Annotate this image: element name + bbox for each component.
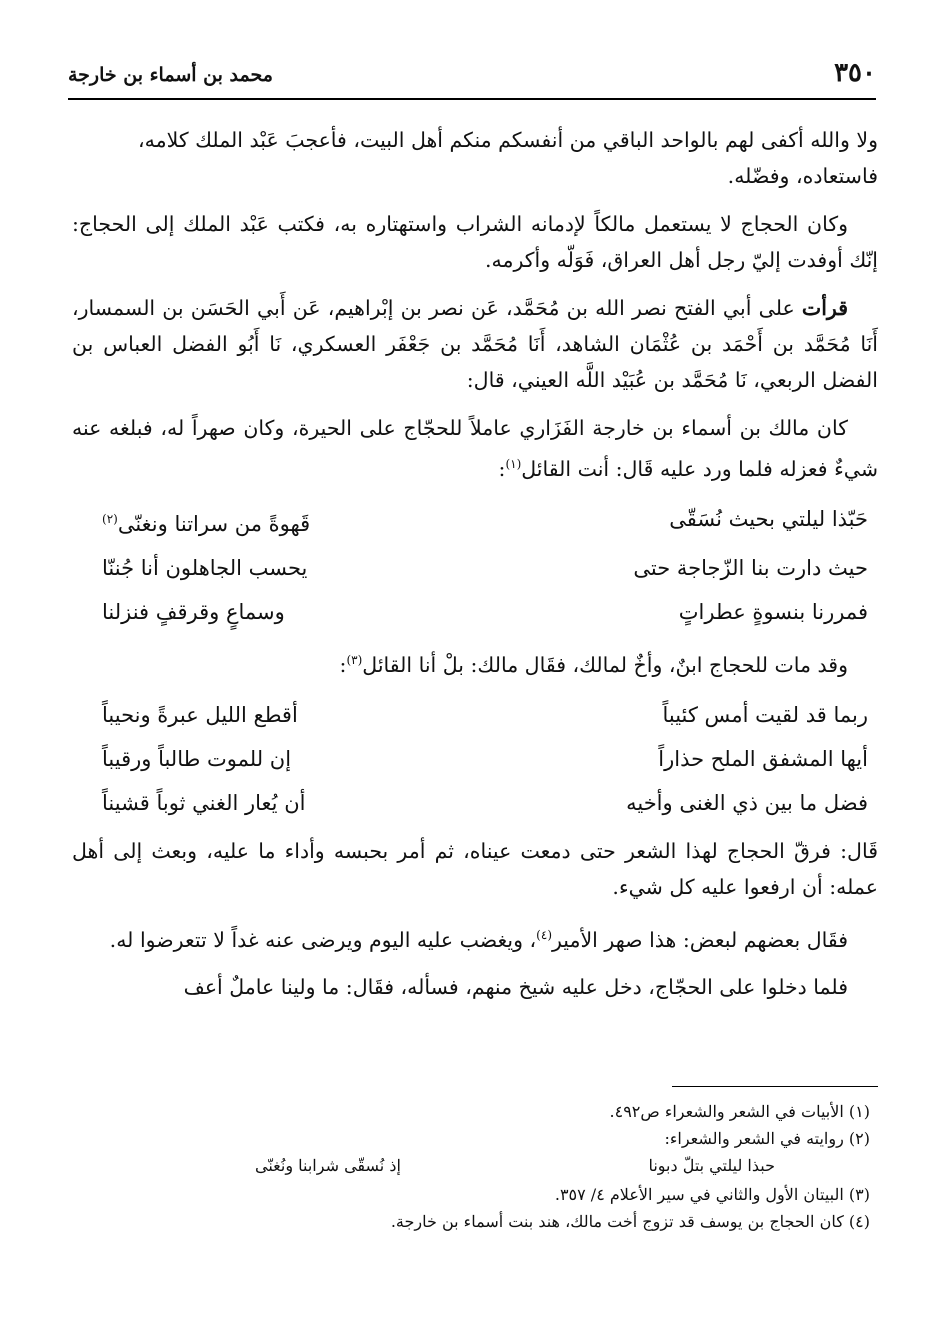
paragraph-4-end: : — [498, 456, 506, 481]
paragraph-3-text: على أبي الفتح نصر الله بن مُحَمَّد، عَن نصر بن إبْراهيم، عَن أَبي الحَسَن بن السمسار، أَنَا مُحَمَّد بن أَحْمَد بن عُثْمَان الشاهد، أَنَا مُحَمَّد بن جَعْفَر العسكري، نَا أَبُو الفضل العباس بن الفضل الربعي، نَا مُحَمَّد بن عُبَيْد اللَّه العيني، قال: — [72, 296, 878, 392]
footnote-verse-first: حبذا ليلتي بتلّ دبونا — [648, 1156, 775, 1175]
paragraph-7 — [72, 917, 878, 958]
verse-first-hemistich: أيها المشفق الملح حذاراً — [658, 746, 868, 771]
footnote-ref-2: (٢) — [102, 511, 118, 526]
poem-1-verse-1 — [72, 499, 878, 544]
paragraph-1 — [72, 122, 878, 194]
footnote-verse-second: إذ نُسقّى شرابنا ونُغنّى — [255, 1156, 401, 1175]
verse-first-hemistich: حيث دارت بنا الزّجاجة حتى — [633, 555, 868, 580]
footnote-2-verse — [255, 1152, 775, 1179]
poem-2-verse-1 — [72, 695, 878, 735]
paragraph-7-text-a: فقَال بعضهم لبعض: هذا صهر الأمير — [552, 927, 848, 952]
footnotes — [80, 1098, 870, 1235]
paragraph-6: قَال: فرقّ الحجاج لهذا الشعر حتى دمعت عيناه، ثم أمر بحبسه وأداء ما عليه، وبعث إلى أهل عمله: أن ارفعوا عليه كل شيء. — [72, 838, 878, 899]
verse-second-hemistich: يحسب الجاهلون أنا جُننّا — [102, 555, 308, 580]
footnote-1: (١) الأبيات في الشعر والشعراء ص٤٩٢. — [609, 1102, 870, 1121]
footnote-ref-4: (٤) — [536, 927, 552, 942]
running-title: محمد بن أسماء بن خارجة — [68, 64, 273, 86]
footnote-ref-3: (٣) — [346, 652, 363, 667]
poem-2 — [72, 695, 878, 823]
footnote-ref-1: (١) — [505, 457, 522, 471]
verse-second-hemistich: أقطع الليل عبرةً ونحيباً — [102, 702, 298, 727]
page-header — [68, 58, 876, 100]
main-text — [72, 122, 878, 1017]
verse-second-hemistich: إن للموت طالباً ورقيباً — [102, 746, 292, 771]
verse-first-hemistich: ربما قد لقيت أمس كئيباً — [662, 702, 868, 727]
paragraph-8: فلما دخلوا على الحجّاج، دخل عليه شيخ منهم، فسأله، فقَال: ما ولينا عاملٌ أعف — [183, 975, 848, 1000]
verse-first-hemistich: فمررنا بنسوةٍ عطراتٍ — [678, 599, 868, 624]
paragraph-5-end: : — [339, 652, 347, 677]
paragraph-4 — [72, 410, 878, 487]
page-number: ٣٥٠ — [834, 58, 876, 88]
footnote-separator — [672, 1086, 878, 1087]
paragraph-4-text: كان مالك بن أسماء بن خارجة الفَزَاري عاملاً للحجّاج على الحيرة، وكان صهراً له، فبلغه عنه شيءٌ فعزله فلما ورد عليه قَال: أنت القائل — [72, 416, 878, 481]
paragraph-7-text-b: ، ويغضب عليه اليوم ويرضى عنه غداً لا تتعرضوا له. — [109, 927, 537, 952]
poem-2-verse-2 — [72, 739, 878, 779]
paragraph-1-line-2: فاستعاده، وفضّله. — [727, 164, 878, 188]
verse-second-text: قَهوةً من سراتنا ونغنّى — [117, 511, 311, 536]
poem-1 — [72, 499, 878, 632]
verse-second-hemistich: وسماعٍ وقرقفٍ فنزلنا — [102, 599, 285, 624]
verse-second-hemistich — [72, 499, 468, 544]
paragraph-2: وكان الحجاج لا يستعمل مالكاً لإدمانه الشراب واستهتاره به، فكتب عَبْد الملك إلى الحجاج: إنّك أوفدت إليّ رجل أهل العراق، فَوَلّه وأكرمه. — [72, 212, 878, 272]
footnote-2: (٢) روايته في الشعر والشعراء: — [664, 1129, 870, 1148]
poem-1-verse-3 — [72, 592, 878, 632]
poem-2-verse-3 — [72, 783, 878, 823]
verse-second-hemistich: أن يُعار الغني ثوباً قشيناً — [102, 790, 306, 815]
paragraph-3 — [72, 290, 878, 398]
verse-first-hemistich: فضل ما بين ذي الغنى وأخيه — [626, 790, 868, 815]
footnote-3: (٣) البيتان الأول والثاني في سير الأعلام ٤/ ٣٥٧. — [554, 1185, 870, 1204]
paragraph-1-line-1: ولا والله أكفى لهم بالواحد الباقي من أنفسكم منكم أهل البيت، فأعجبَ عَبْد الملك كلامه، — [138, 128, 878, 152]
poem-1-verse-2 — [72, 548, 878, 588]
verse-first-hemistich: حَبّذا ليلتي بحيث نُسَقّى — [669, 506, 868, 531]
paragraph-5 — [72, 642, 878, 683]
paragraph-3-lead: قرأت — [801, 296, 848, 320]
paragraph-5-text: وقد مات للحجاج ابنٌ، وأخٌ لمالك، فقَال مالك: بلْ أنا القائل — [362, 652, 848, 677]
footnote-4: (٤) كان الحجاج بن يوسف قد تزوج أخت مالك، هند بنت أسماء بن خارجة. — [390, 1212, 870, 1231]
